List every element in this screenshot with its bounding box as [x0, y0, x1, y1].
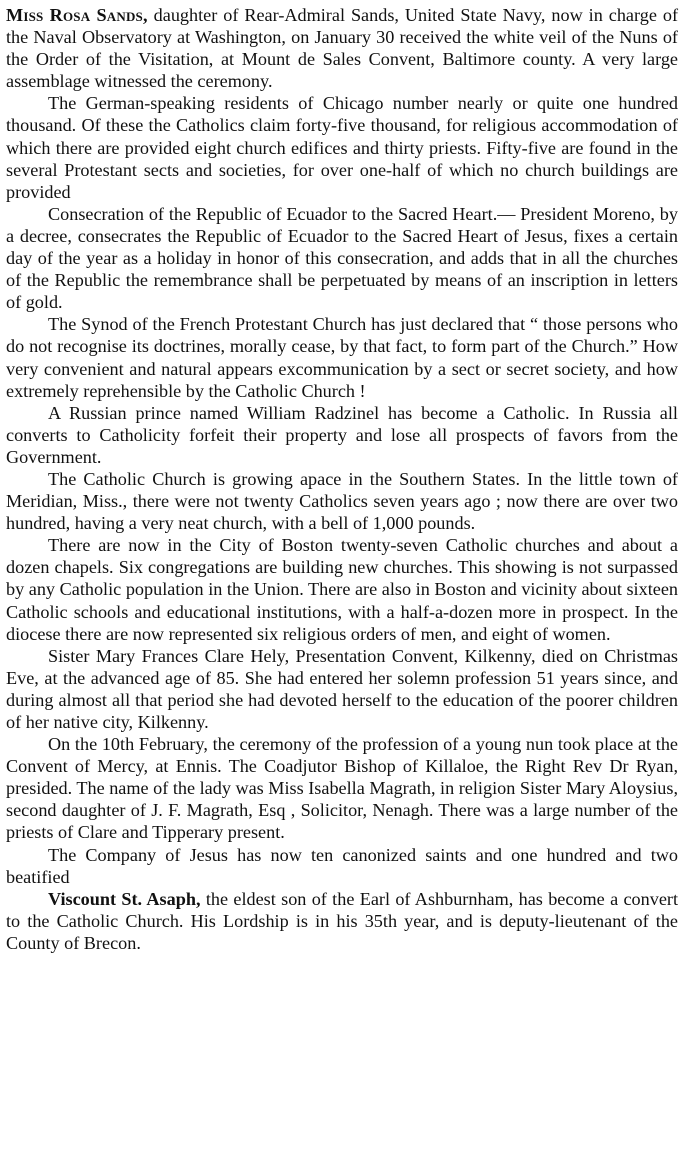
paragraph-french-synod: The Synod of the French Protestant Church has just declared that “ those persons who do not recognise its doctrines, morally cease, by that fact, to form part of the Church.” How very convenient and natural appears excommunication by a sect or secret society, and how extremely reprehensible by the Catholic Church ! — [6, 314, 678, 401]
paragraph-southern-states: The Catholic Church is growing apace in the Southern States. In the little town of Meridian, Miss., there were not twenty Catholics seven years ago ; now there are over two hundred, having a very neat church, with a bell of 1,000 pounds. — [6, 468, 678, 534]
news-column — [6, 4, 678, 954]
paragraph-ennis-profession: On the 10th February, the ceremony of the profession of a young nun took place at the Convent of Mercy, at Ennis. The Coadjutor Bishop of Killaloe, the Right Rev Dr Ryan, presided. The name of the lady was Miss Isabella Magrath, in religion Sister Mary Aloysius, second daughter of J. F. Magrath, Esq , Solicitor, Nenagh. There was a large number of the priests of Clare and Tipperary present. — [6, 734, 678, 843]
paragraph-text-rosa-sands: daughter of Rear-Admiral Sands, United State Navy, now in charge of the Naval Observatory at Washington, on January 30 received the white veil of the Nuns of the Order of the Visitation, at Mount de Sales Convent, Baltimore county. A very large assemblage witnessed the ceremony. — [6, 5, 678, 92]
paragraph-company-of-jesus: The Company of Jesus has now ten canonized saints and one hundred and two beatified — [6, 844, 678, 887]
paragraph-chicago: The German-speaking residents of Chicago number nearly or quite one hundred thousand. Of these the Catholics claim forty-five thousand, for religious accommodation of which there are provided eight church edifices and thirty priests. Fifty-five are found in the several Protestant sects and societies, for over one-half of which no church buildings are provided — [6, 93, 678, 202]
paragraph-rosa-sands — [6, 4, 678, 92]
paragraph-ecuador: Consecration of the Republic of Ecuador to the Sacred Heart.— President Moreno, by a decree, consecrates the Republic of Ecuador to the Sacred Heart of Jesus, fixes a certain day of the year as a holiday in honor of this consecration, and adds that in all the churches of the Republic the remembrance shall be perpetuated by means of an inscription in letters of gold. — [6, 203, 678, 313]
paragraph-lead-rosa-sands: Miss Rosa Sands, — [6, 5, 148, 25]
paragraph-text-viscount-asaph: the eldest son of the Earl of Ashburnham, has become a convert to the Catholic Church. His Lordship is in his 35th year, and is deputy-lieutenant of the County of Brecon. — [6, 888, 679, 953]
paragraph-boston: There are now in the City of Boston twenty-seven Catholic churches and about a dozen chapels. Six congregations are building new churches. This showing is not surpassed by any Catholic population in the Union. There are also in Boston and vicinity about sixteen Catholic schools and educational institutions, with a half-a-dozen more in prospect. In the diocese there are now represented six religious orders of men, and eight of women. — [6, 535, 678, 644]
paragraph-sister-hely: Sister Mary Frances Clare Hely, Presentation Convent, Kilkenny, died on Christmas Eve, at the advanced age of 85. She had entered her solemn profession 51 years since, and during almost all that period she had devoted herself to the education of the poorer children of her native city, Kilkenny. — [6, 645, 678, 732]
paragraph-viscount-asaph — [6, 888, 678, 954]
paragraph-lead-viscount-asaph: Viscount St. Asaph, — [48, 888, 201, 909]
paragraph-russian-prince: A Russian prince named William Radzinel has become a Catholic. In Russia all converts to Catholicity forfeit their property and lose all prospects of favors from the Government. — [6, 402, 678, 467]
